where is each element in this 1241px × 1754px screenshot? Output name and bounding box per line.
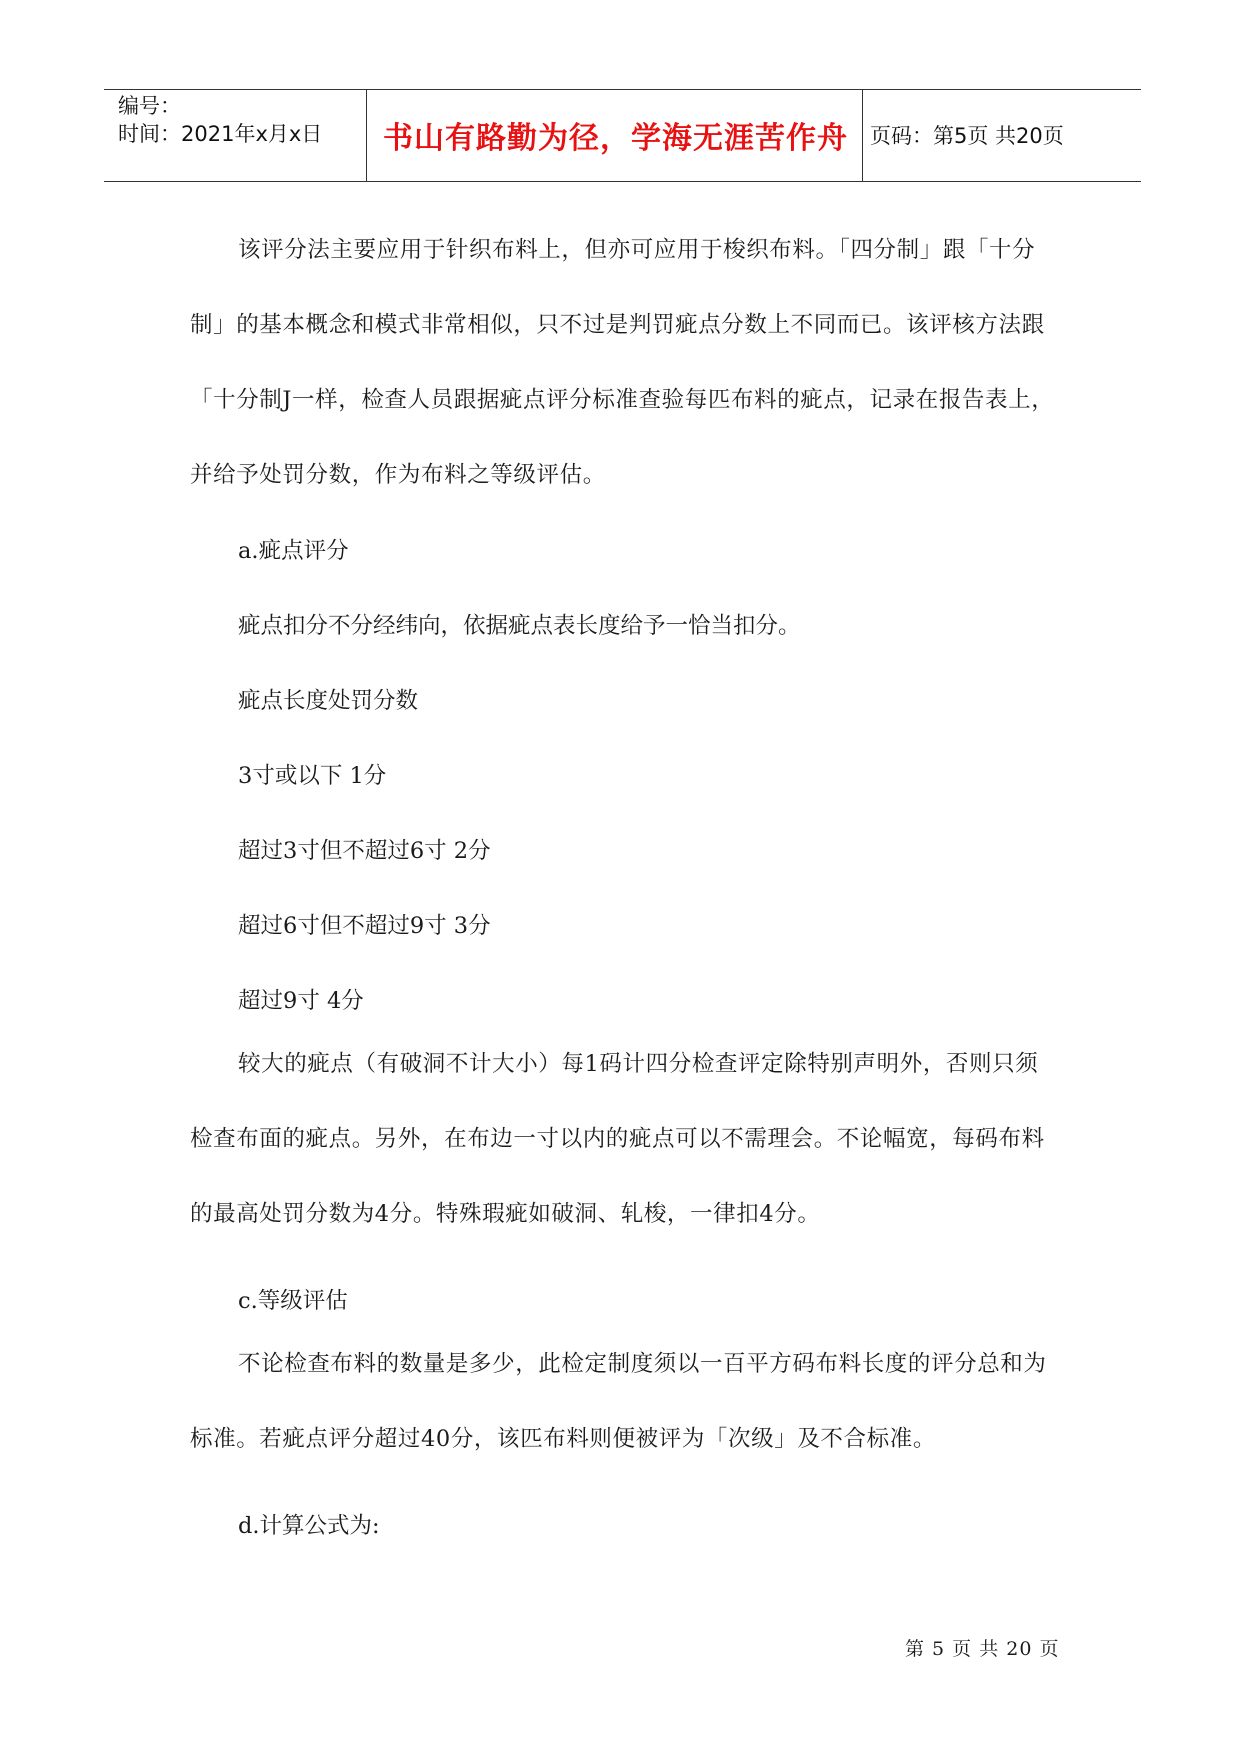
body-paragraph-large-defects: 较大的疵点（有破洞不计大小）每1码计四分检查评定除特别声明外，否则只须检查布面的疵点。另外，在布边一寸以内的疵点可以不需理会。不论幅宽，每码布料的最高处罚分数为4分。特殊瑕疵如破洞、轧梭，一律扣4分。 [190,1051,1045,1227]
section-heading-a: a.疵点评分 [238,538,349,564]
section-heading-c: c.等级评估 [238,1288,348,1314]
penalty-table-header: 疵点长度处罚分数 [238,688,419,714]
section-heading-d: d.计算公式为: [238,1513,380,1539]
document-time-label: 时间：2021年x月x日 [118,122,323,146]
body-paragraph-grading: 不论检查布料的数量是多少，此检定制度须以一百平方码布料长度的评分总和为标准。若疵点评分超过40分，该匹布料则便被评为「次级」及不合标准。 [190,1351,1047,1452]
header-divider [862,90,863,181]
page-header [104,89,1141,182]
penalty-row: 超过6寸但不超过9寸 3分 [238,913,491,939]
page-footer: 第 5 页 共 20 页 [905,1638,1060,1660]
header-divider [366,90,367,181]
penalty-row: 超过3寸但不超过6寸 2分 [238,838,491,864]
body-paragraph-intro: 该评分法主要应用于针织布料上，但亦可应用于梭织布料。「四分制」跟「十分制」的基本概念和模式非常相似，只不过是判罚疵点分数上不同而已。该评核方法跟「十分制J一样，检查人员跟据疵点评分标准查验每匹布料的疵点，记录在报告表上，并给予处罚分数，作为布料之等级评估。 [190,237,1055,488]
document-number-label: 编号： [118,94,181,118]
header-page-info: 页码：第5页 共20页 [870,124,1064,148]
deduction-rule-text: 疵点扣分不分经纬向，依据疵点表长度给予一恰当扣分。 [238,613,801,639]
penalty-row: 3寸或以下 1分 [238,763,387,789]
header-motto: 书山有路勤为径，学海无涯苦作舟 [383,121,848,156]
header-left [118,92,322,148]
penalty-row: 超过9寸 4分 [238,988,364,1014]
